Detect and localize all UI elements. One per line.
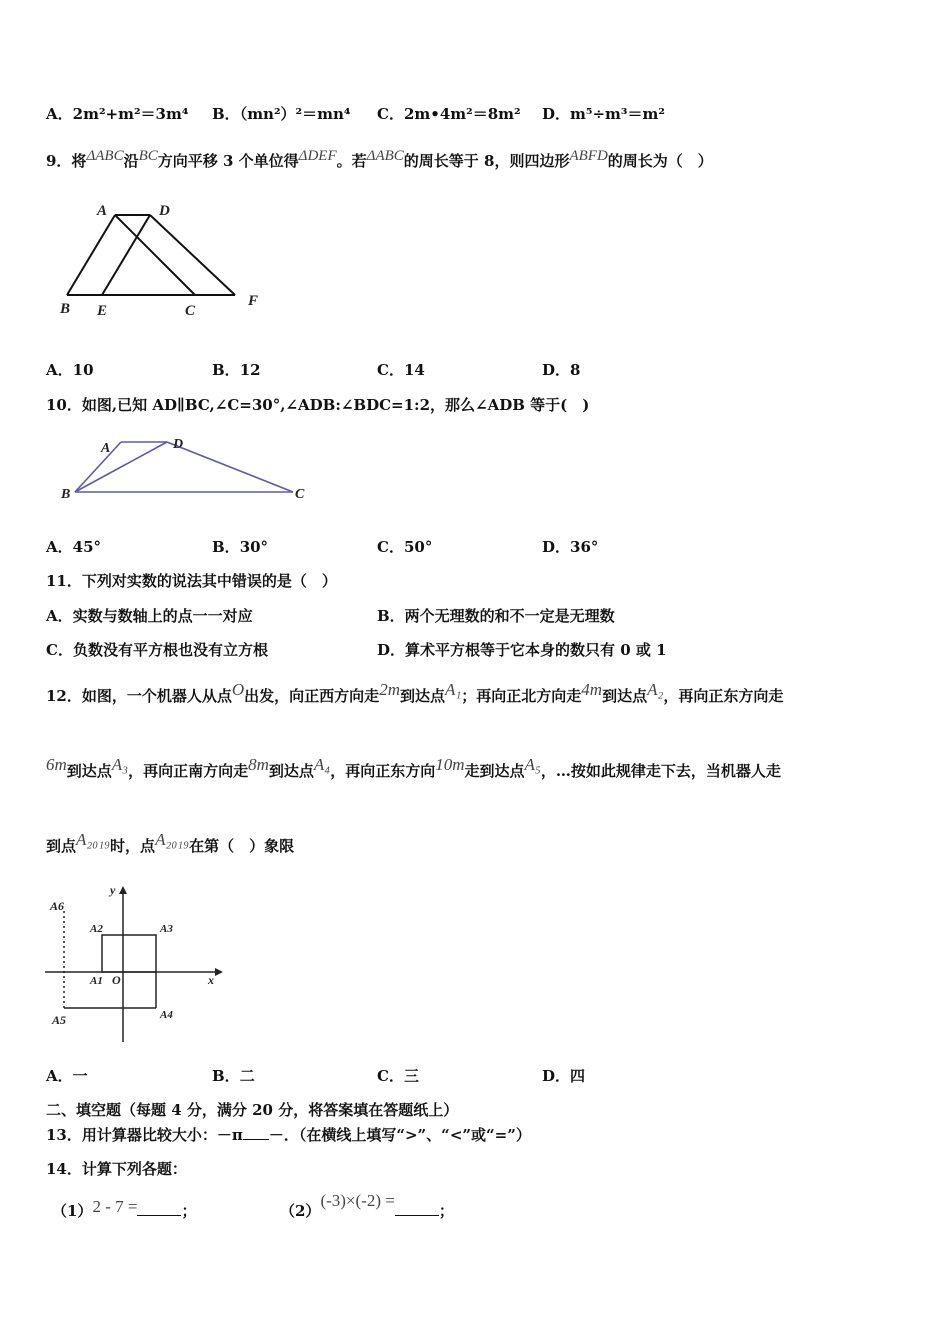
q12-label-a2: A2 xyxy=(90,923,103,935)
q10-option-c: C．50° xyxy=(377,538,433,556)
q12-line-3: 到点A₂₀₁₉时，点A₂₀₁₉在第（ ）象限 xyxy=(46,830,295,855)
q9-stem: 9．将ΔABC沿BC方向平移 3 个单位得ΔDEF。若ΔABC的周长等于 8，则四边形ABFD的周长为（ ） xyxy=(46,148,713,170)
q12-option-c: C．三 xyxy=(377,1067,419,1085)
q11-option-d: D．算术平方根等于它本身的数只有 0 或 1 xyxy=(377,641,667,659)
q8-option-c: C．2m•4m²＝8m² xyxy=(377,105,521,123)
q9-figure xyxy=(55,195,275,325)
q10-label-b: B xyxy=(61,487,71,502)
q11-option-c: C．负数没有平方根也没有立方根 xyxy=(46,641,268,659)
q10-option-a: A．45° xyxy=(46,538,102,556)
q12-label-o: O xyxy=(112,973,121,987)
q8-option-b: B．（mn²）²＝mn⁴ xyxy=(212,105,351,123)
q12-label-a6: A6 xyxy=(50,899,65,913)
q10-option-d: D．36° xyxy=(542,538,599,556)
q10-figure xyxy=(55,430,315,510)
q13-answer-blank[interactable] xyxy=(243,1125,269,1140)
q12-option-d: D．四 xyxy=(542,1067,586,1085)
q9-option-c: C．14 xyxy=(377,361,425,379)
q8-option-d: D．m⁵÷m³＝m² xyxy=(542,105,665,123)
q10-option-b: B．30° xyxy=(212,538,269,556)
q11-option-a: A．实数与数轴上的点一一对应 xyxy=(46,607,253,625)
q12-label-a1: A1 xyxy=(90,975,103,987)
q9-option-d: D．8 xyxy=(542,361,581,379)
q9-label-c: C xyxy=(185,303,196,319)
q9-label-e: E xyxy=(97,303,108,319)
q9-label-b: B xyxy=(60,301,71,317)
q10-label-d: D xyxy=(173,437,184,452)
q12-label-y: y xyxy=(110,883,116,897)
q9-label-a: A xyxy=(97,203,108,219)
section-heading: 二、填空题（每题 4 分，满分 20 分，将答案填在答题纸上） xyxy=(46,1101,459,1119)
q12-option-a: A．一 xyxy=(46,1067,88,1085)
q14-part-2: （2）(-3)×(-2) =； xyxy=(280,1191,454,1220)
q12-option-b: B．二 xyxy=(212,1067,255,1085)
q14-p2-answer-blank[interactable] xyxy=(395,1201,439,1216)
q12-label-x: x xyxy=(208,973,214,987)
q10-label-a: A xyxy=(101,441,111,456)
q13-stem: 13．用计算器比较大小：－π －．（在横线上填写“>”、“<”或“=”） xyxy=(46,1126,531,1144)
q9-label-f: F xyxy=(248,293,259,309)
q12-label-a3: A3 xyxy=(160,923,173,935)
q8-option-a: A．2m²+m²＝3m⁴ xyxy=(46,105,189,123)
q14-stem: 14．计算下列各题： xyxy=(46,1160,187,1178)
q12-label-a5: A5 xyxy=(52,1013,67,1027)
q9-option-b: B．12 xyxy=(212,361,261,379)
q9-label-d: D xyxy=(159,203,170,219)
q9-option-a: A．10 xyxy=(46,361,94,379)
q14-p1-answer-blank[interactable] xyxy=(137,1201,181,1216)
q11-option-b: B．两个无理数的和不一定是无理数 xyxy=(377,607,615,625)
q12-figure xyxy=(40,880,230,1050)
q10-label-c: C xyxy=(295,487,305,502)
q12-label-a4: A4 xyxy=(160,1009,173,1021)
q12-line-2: 6m到达点A₃，再向正南方向走8m到达点A₄，再向正东方向10m走到达点A₅，…按如此规律走下去，当机器人走 xyxy=(46,755,781,780)
q10-stem: 10．如图,已知 AD∥BC,∠C=30°,∠ADB:∠BDC=1:2，那么∠ADB 等于( ) xyxy=(46,396,590,414)
q14-part-1: （1）2 - 7 = ； xyxy=(52,1197,197,1220)
q12-line-1: 12．如图，一个机器人从点O出发，向正西方向走2m到达点A₁；再向正北方向走4m到达点A₂，再向正东方向走 xyxy=(46,680,784,705)
q11-stem: 11．下列对实数的说法其中错误的是（ ） xyxy=(46,572,337,590)
